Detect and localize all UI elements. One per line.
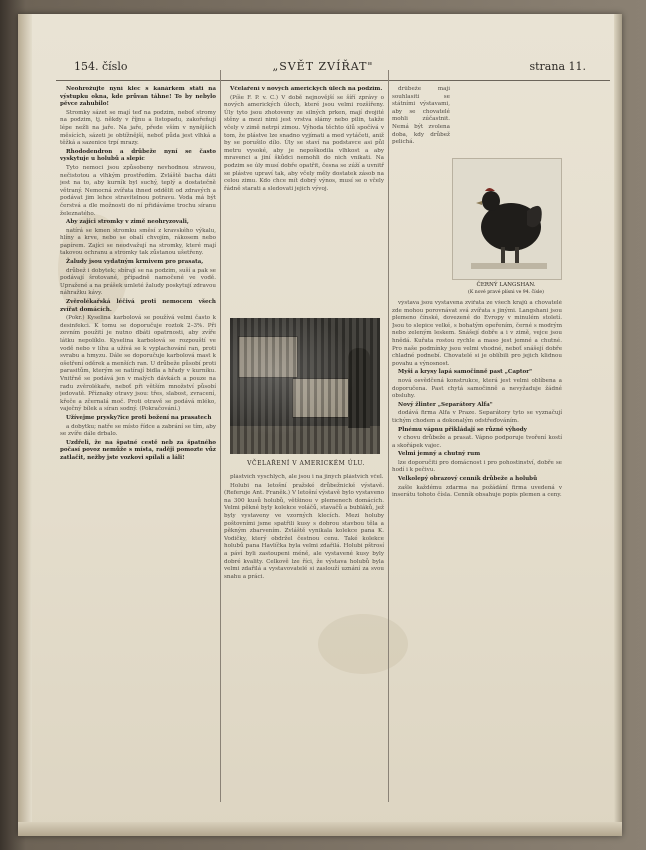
article-heading: Uzdřeli, že na špatné cestě neb za špatného počasí povoz nemůže s místa, raději pomozte vůz zatlačit, nežby jste vozkovi spílali a láli!	[60, 439, 216, 461]
article-heading: Aby zajíci stromky v zimě neohryzovali,	[66, 219, 189, 226]
photo-texture	[230, 318, 380, 454]
column-divider	[220, 70, 221, 802]
article-paragraph: (Pokr.) Kyselina karbolová se používá velmi často k desinfekci. K tomu se doporučuje roztok 2–3%. Při zevním použití je nutno dbáti opatrnosti, aby zvíře látku nepolíklo. Kyselina karbolová se rozpouští ve vodě nebo v líhu a užívá se k vyplachování ran, proti svrabu a hmyzu. Dále se doporučuje karbolová mast k ošetření oděrek a menších ran. U drůbeže působí proti parasitům, kterým se natírají bidla a hřady v kurníku. Vnitřně se podává jen v malých dávkách a pouze na radu zvěrolékaře, neboť při větším množství působí jedovatě. Příznaky otravy jsou: třes, slabost, zvracení, křeče a zčernalá moč. Proti otravě se podává mléko, vaječný bílek a síran sodný. (Pokračování.)	[60, 315, 216, 413]
article-paragraph: drůbež i dobytek; sbírají se na podzim, suší a pak se podávají šrotované, případně namočené ve vodě. Upražené a na prášek umleté žaludy poskytují zdravou náhražku kávy.	[60, 267, 216, 297]
article-heading: Žaludy jsou vydatným krmivem pro prasata,	[66, 259, 204, 266]
article-paragraph: dodává firma Alfa v Praze. Separátory tyto se vyznačují tichým chodem a dokonalým odstřeďováním.	[392, 410, 562, 424]
article-paragraph: zašle každému zdarma na požádání firma uvedená v inserátu tohoto čísla. Cenník obsahuje popis plemen a ceny.	[392, 484, 562, 499]
article-paragraph: Stromky sázet se mají teď na podzim, neboť stromy na podzim, tj. někdy v říjnu a listopadu, zakořeňují lépe nežli na jaře. Na jaře, přede vším v nynějších měsících, sázeti je obtížnější, neboť půda jest vlhká a těžká a sazenice trpí mrazy.	[60, 109, 216, 147]
page-header	[54, 60, 592, 78]
column-1	[60, 86, 216, 818]
header-rule	[56, 80, 610, 81]
hen-illustration	[471, 179, 547, 269]
column-2-top	[224, 86, 384, 331]
beehive-photo-caption: VČELAŘENÍ V AMERICKÉM ÚLU.	[247, 460, 365, 467]
article-paragraph: drůbeže mají souhlasiti se státními výstavami, aby se chovatelé mohli zúčastnit. Nemá být zvolena doba, kdy drůbež pelichá.	[392, 86, 450, 146]
column-3-bottom	[392, 300, 562, 804]
column-divider	[388, 70, 389, 802]
hen-photo-caption	[452, 282, 560, 296]
page-spine	[18, 14, 32, 836]
article-heading: Velmi jemný a chutný rum	[398, 451, 481, 458]
column-2-bottom	[224, 474, 384, 804]
article-paragraph: v chovu drůbeže a prasat. Vápno podporuje tvoření kostí a skořápek vajec.	[392, 435, 562, 449]
article-paragraph: Tyto nemoci jsou způsobeny nevhodnou stravou, nečistotou a vlhkým prostředím. Zvláště bacha dáti jest na to, aby kurník byl suchý, teplý a dostatečně větraný. Nemocná zvířata ihned oddělit od zdravých a podávat jim lehce stravitelnou potravu. Voda má být čerstvá a dle možnosti do ní přidáváme trochu síranu železnatého.	[60, 164, 216, 217]
article-heading: Rhododendron a drůbeže nyní se často vyskytuje u holubů a slepic	[60, 148, 216, 163]
article-paragraph: výstava jsou vystavena zvířata ze všech krajů a chovatelé zde mohou porovnávat svá zvířata s jinými. Langshani jsou plemeno čínské, dovezené do Evropy v minulém století. Jsou to slepice velké, s bohatým opeřením, černé s modrým nebo zeleným leskem. Snášejí dobře a i v zimě, vejce jsou hnědá. Kuřata rostou rychle a maso jest jemné a chutné. Pro naše podmínky jsou velmi vhodné, neboť snášejí dobře chladné podnebí. Chovatelé si je oblíbili pro jejich klidnou povahu a výnosnost.	[392, 300, 562, 367]
article-heading: Zvěrolékařská léčivá proti nemocem všech zvířat domácích.	[60, 299, 216, 313]
hen-photo	[452, 158, 562, 280]
hen-caption-note: (K nové pravé plísni ve 94. čísle)	[468, 290, 544, 295]
article-paragraph: nová osvědčená konstrukce, která jest velmi oblíbena a doporučena. Past chytá samočinně a nevyžaduje žádné obsluhy.	[392, 377, 562, 400]
article-paragraph: plástvích vyschlých, ale jsou i na jiných plástvích včel.	[230, 474, 384, 480]
hen-caption-title: ČERNÝ LANGSHAN.	[476, 282, 536, 288]
article-paragraph: a dobytku; natře se místo řídce a zabrání se tím, aby se zvíře dále drbalo.	[60, 423, 216, 438]
article-paragraph: lze doporučiti pro domácnost i pro pohostinství, dobře se hodí i k pečivu.	[392, 459, 562, 474]
article-heading: Myši a krysy lapá samočinně past „Captor"	[398, 369, 533, 376]
page-bottom-edge	[18, 822, 622, 836]
article-heading: Plnému vápnu přikládají se různé výhody	[398, 426, 527, 433]
article-heading: Nový žlinter „Separátory Alfa"	[398, 401, 493, 408]
article-heading: Velkolepý obrazový cenník drůbeže a holubů	[398, 476, 538, 483]
page-edge	[614, 14, 622, 836]
article-heading: Včelaření v nových amerických úlech na podzim.	[230, 86, 383, 92]
page-number: strana 11.	[529, 60, 586, 73]
article-heading: Užívejme prysky?ice proti božení na prasatech	[66, 414, 212, 421]
article-paragraph: Holubi na letošní pražské drůbežnické výstavě. (Referuje Ant. Franěk.) V letošní výstavě bylo vystaveno na 300 kusů holubů, většinou v plemenech domácích. Velmi pěkné byly kolekce voláčů, stavačů a bubláků, jež byly vystaveny ve vzorných klecích. Mezi holuby poštovními jsme spatřili kusy s dobrou stavbou těla a pěkným zbarvením. Zvláště vynikala kolekce pana K. Vodičky, který obdržel čestnou cenu. Také kolekce holubů pana Havlíčka byla velmi zdařilá. Holubi pštrosí a páví byli zastoupeni méně, ale vystavené kusy byly dobré kvality. Celkově lze říci, že výstava holubů byla velmi zdařilá a vystavovatelé si zaslouží uznání za svou snahu a práci.	[224, 482, 384, 580]
article-heading: Neohrožujte nyní klec s kanárkem státi na výstupku okna, kde průvan táhne! To by nebylo pěvce zahubilo!	[60, 86, 216, 108]
magazine-title: „SVĚT ZVÍŘAT"	[272, 60, 374, 73]
article-paragraph: natírá se kmen stromku směsí z kravského výkalu, hlíny a krve, nebo se obalí chvojím, rákosem nebo papírem. Zajíci se neodvažují na stromky, které mají takovou ochranu a stromky tak zůstanou ušetřeny.	[60, 227, 216, 257]
issue-number: 154. číslo	[74, 60, 128, 73]
beehive-photo	[230, 318, 380, 454]
column-3-top	[392, 86, 450, 286]
article-paragraph: (Píše F. P. v. C.) V době nejnovější se šíří zprávy o nových amerických úlech, které jsou velmi rozšířeny. Úly tyto jsou zhotoveny ze silných prken, mají dvojité stěny a mezi nimi jest vrstva slámy nebo pilin, takže včely v zimě netrpí zimou. Výhoda těchto úlů spočívá v tom, že plástve lze snadno vyjímati a med vytáčeti, aniž by se porušilo dílo. Úly se staví na podstavce asi půl metru vysoké, aby je nepoškodila vlhkost a aby mravenci a jiní škůdci nemohli do nich vnikati. Na podzim se úly musí dobře opatřit, česna se zúží a uvnitř se plástve upraví tak, aby včely měly dostatek zásob na celou zimu. Kdo chce mít dobrý výnos, musí se o včely řádně starati a sledovati jejich vývoj.	[224, 94, 384, 192]
